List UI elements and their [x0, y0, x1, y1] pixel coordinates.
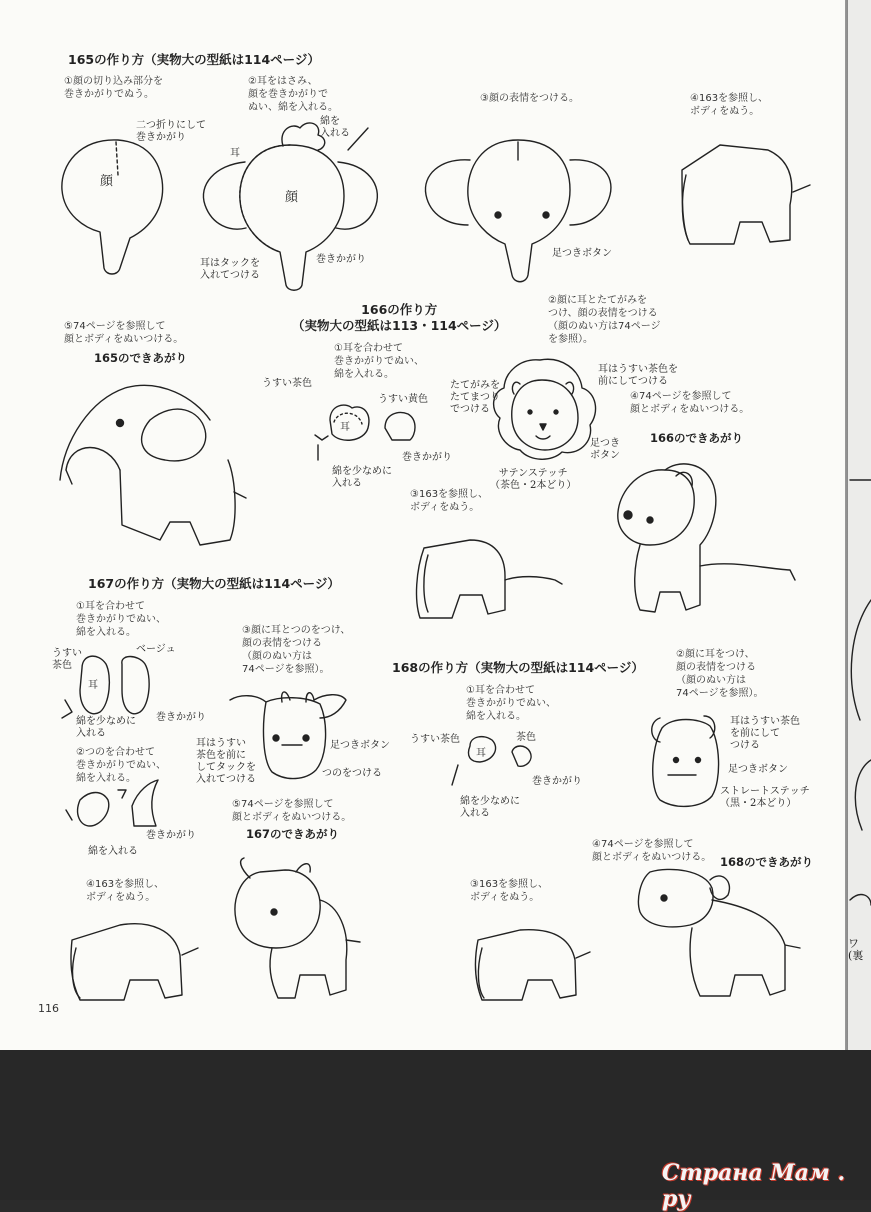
hippo-body-drawing	[475, 930, 590, 1000]
s166-done: 166のできあがり	[650, 431, 744, 445]
s165-note-stuff: 綿を 入れる	[320, 116, 350, 139]
s165-title: 165の作り方（実物大の型紙は114ページ）	[68, 52, 320, 67]
s167-step5: ⑤74ページを参照して 顔とボディをぬいつける。	[232, 799, 352, 823]
s165-note-whip: 巻きかがり	[316, 254, 366, 265]
s165-note-face2: 顔	[285, 190, 299, 205]
s168-note-whip: 巻きかがり	[532, 776, 582, 787]
s165-step4: ④163を参照し、 ボディをぬう。	[690, 93, 769, 117]
s165-step3: ③顔の表情をつける。	[480, 93, 579, 104]
s167-step3: ③顔に耳とつのをつけ、 顔の表情をつける （顔のぬい方は 74ページを参照）。	[242, 625, 351, 675]
s166-note-button: 足つき ボタン	[590, 438, 620, 461]
s167-done: 167のできあがり	[246, 827, 340, 841]
hippo-finished-drawing	[638, 869, 800, 996]
s166-note-whip: 巻きかがり	[402, 452, 452, 463]
s167-title: 167の作り方（実物大の型紙は114ページ）	[88, 576, 340, 591]
s165-note-button: 足つきボタン	[552, 248, 612, 259]
s167-note-button: 足つきボタン	[330, 740, 390, 751]
s167-step4: ④163を参照し、 ボディをぬう。	[86, 879, 165, 903]
s167-note-ear-tuck: 耳はうすい 茶色を前に してタックを 入れてつける	[196, 738, 256, 785]
s165-step1: ①顔の切り込み部分を 巻きかがりでぬう。	[64, 76, 163, 100]
s168-note-button: 足つきボタン	[728, 764, 788, 775]
elephant-face-finished-drawing	[425, 140, 611, 282]
page-number: 116	[38, 1002, 59, 1015]
s167-note-whip2: 巻きかがり	[146, 830, 196, 841]
lion-finished-drawing	[618, 464, 795, 612]
lion-face-drawing	[494, 359, 596, 459]
s168-note-straight: ストレートステッチ （黒・2本どり）	[720, 786, 810, 809]
s168-step2: ②顔に耳をつけ、 顔の表情をつける （顔のぬい方は 74ページを参照）。	[676, 649, 764, 699]
s168-title: 168の作り方（実物大の型紙は114ページ）	[392, 660, 644, 675]
s166-step3: ③163を参照し、 ボディをぬう。	[410, 489, 489, 513]
lion-ears-drawing	[315, 405, 415, 460]
s168-note-ear-front: 耳はうすい茶色 を前にして つける	[730, 716, 800, 751]
s166-note-ear-front: 耳はうすい茶色を 前にしてつける	[598, 364, 678, 387]
s167-note-ear: 耳	[88, 680, 98, 691]
hippo-face-drawing	[652, 716, 719, 806]
s165-done: 165のできあがり	[94, 351, 188, 365]
elephant-finished-drawing	[60, 385, 246, 545]
s168-step3: ③163を参照し、 ボディをぬう。	[470, 879, 549, 903]
s167-note-stuff: 綿を入れる	[88, 846, 138, 857]
s165-note-tuck: 耳はタックを 入れてつける	[200, 258, 260, 281]
right-page-fragment-drawing	[850, 480, 871, 905]
s168-note-brown: 茶色	[516, 732, 536, 743]
s166-note-light-brown: うすい茶色	[262, 378, 312, 389]
s167-step2: ②つのを合わせて 巻きかがりでぬい、 綿を入れる。	[76, 747, 166, 784]
s165-step5: ⑤74ページを参照して 顔とボディをぬいつける。	[64, 321, 184, 345]
s167-note-beige: ベージュ	[136, 644, 176, 655]
watermark: Страна Мам . ру	[662, 1160, 846, 1212]
s166-note-satin: サテンステッチ （茶色・2本どり）	[490, 468, 577, 491]
s167-step1: ①耳を合わせて 巻きかがりでぬい、 綿を入れる。	[76, 601, 166, 638]
s166-note-light-yellow: うすい黄色	[378, 394, 428, 405]
elephant-body-drawing	[682, 145, 810, 244]
lion-body-drawing	[417, 540, 562, 618]
s166-note-less-stuff: 綿を少なめに 入れる	[332, 466, 392, 489]
s167-note-light-brown: うすい 茶色	[52, 648, 82, 671]
s165-note-face: 顔	[100, 174, 114, 189]
s168-note-ear: 耳	[476, 748, 486, 759]
s168-note-light-brown: うすい茶色	[410, 734, 460, 745]
s168-note-less-stuff: 綿を少なめに 入れる	[460, 796, 520, 819]
s168-done: 168のできあがり	[720, 855, 814, 869]
right-page-fragment: ワ (裏	[848, 937, 864, 962]
s165-step2: ②耳をはさみ、 顔を巻きかがりで ぬい、綿を入れる。	[248, 76, 338, 113]
s166-note-ear: 耳	[340, 422, 350, 433]
s166-step4: ④74ページを参照して 顔とボディをぬいつける。	[630, 391, 750, 415]
s165-note-fold: 二つ折りにして 巻きかがり	[136, 120, 206, 143]
cow-horns-drawing	[66, 780, 158, 826]
s167-note-whip: 巻きかがり	[156, 712, 206, 723]
s166-step1: ①耳を合わせて 巻きかがりでぬい、 綿を入れる。	[334, 343, 424, 380]
cow-finished-drawing	[235, 858, 360, 998]
s165-note-ear: 耳	[230, 148, 240, 159]
s168-step1: ①耳を合わせて 巻きかがりでぬい、 綿を入れる。	[466, 685, 556, 722]
elephant-face-pattern-drawing	[62, 140, 163, 274]
s166-step2: ②顔に耳とたてがみを つけ、顔の表情をつける （顔のぬい方は74ページ を参照）。	[548, 295, 661, 345]
s168-step4: ④74ページを参照して 顔とボディをぬいつける。	[592, 839, 712, 863]
s167-note-horn: つのをつける	[322, 768, 382, 779]
cow-body-drawing	[71, 924, 198, 1000]
s166-note-mane: たてがみを たてまつり でつける	[450, 380, 500, 415]
s166-title: 166の作り方 （実物大の型紙は113・114ページ）	[292, 302, 507, 333]
s167-note-less-stuff: 綿を少なめに 入れる	[76, 716, 136, 739]
